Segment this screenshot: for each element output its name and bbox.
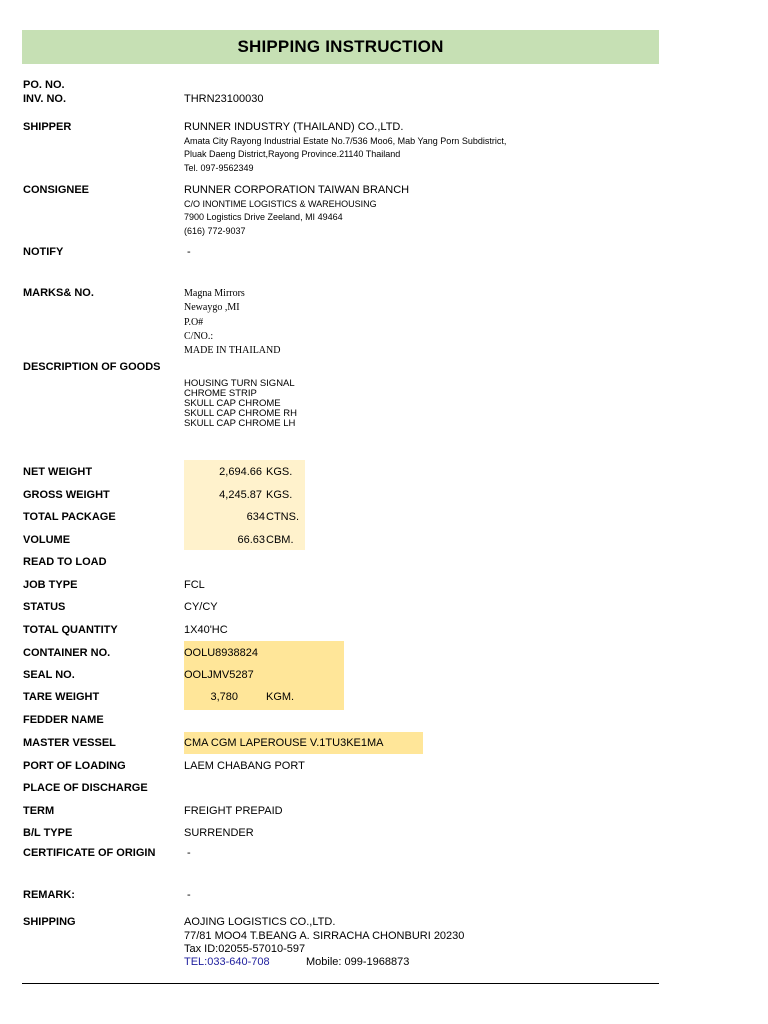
- gross-weight-unit: KGS.: [266, 489, 293, 501]
- goods-item: HOUSING TURN SIGNAL: [184, 378, 295, 389]
- notify-value: -: [187, 246, 191, 258]
- read-to-load-label: READ TO LOAD: [23, 556, 107, 568]
- bl-type-label: B/L TYPE: [23, 827, 73, 839]
- tare-weight-unit: KGM.: [266, 691, 295, 703]
- goods-item: SKULL CAP CHROME LH: [184, 418, 296, 429]
- inv-value: THRN23100030: [184, 93, 264, 105]
- goods-item: SKULL CAP CHROME: [184, 398, 281, 409]
- gross-weight-label: GROSS WEIGHT: [23, 489, 110, 501]
- shipping-mobile: Mobile: 099-1968873: [306, 956, 410, 968]
- inv-label: INV. NO.: [23, 93, 66, 105]
- consignee-label: CONSIGNEE: [23, 184, 90, 196]
- fedder-name-label: FEDDER NAME: [23, 714, 104, 726]
- marks-label: MARKS& NO.: [23, 287, 94, 299]
- certificate-value: -: [187, 847, 191, 859]
- total-package-value: 634: [246, 511, 265, 523]
- consignee-line-1: C/O INONTIME LOGISTICS & WAREHOUSING: [184, 199, 377, 209]
- status-label: STATUS: [23, 601, 66, 613]
- master-vessel-label: MASTER VESSEL: [23, 737, 116, 749]
- port-of-loading-value: LAEM CHABANG PORT: [184, 760, 305, 772]
- shipper-tel: Tel. 097-9562349: [184, 163, 254, 173]
- seal-no-value: OOLJMV5287: [184, 669, 254, 681]
- status-value: CY/CY: [184, 601, 218, 613]
- total-quantity-value: 1X40'HC: [184, 624, 228, 636]
- tare-weight-value: 3,780: [210, 691, 238, 703]
- job-type-value: FCL: [184, 579, 205, 591]
- term-label: TERM: [23, 805, 55, 817]
- net-weight-unit: KGS.: [266, 466, 293, 478]
- tare-weight-label: TARE WEIGHT: [23, 691, 100, 703]
- marks-line: C/NO.:: [184, 331, 214, 342]
- marks-line: MADE IN THAILAND: [184, 345, 281, 356]
- marks-line: Magna Mirrors: [184, 288, 245, 299]
- po-label: PO. NO.: [23, 79, 65, 91]
- bl-type-value: SURRENDER: [184, 827, 254, 839]
- goods-item: CHROME STRIP: [184, 388, 257, 399]
- term-value: FREIGHT PREPAID: [184, 805, 283, 817]
- volume-unit: CBM.: [266, 534, 294, 546]
- shipper-name: RUNNER INDUSTRY (THAILAND) CO.,LTD.: [184, 121, 404, 133]
- remark-label: REMARK:: [23, 889, 75, 901]
- shipper-label: SHIPPER: [23, 121, 72, 133]
- page-title: SHIPPING INSTRUCTION: [237, 37, 444, 56]
- certificate-label: CERTIFICATE OF ORIGIN: [23, 847, 156, 859]
- marks-line: P.O#: [184, 317, 204, 328]
- shipping-tel-link[interactable]: TEL:033-640-708: [184, 956, 270, 968]
- total-package-unit: CTNS.: [266, 511, 299, 523]
- container-no-label: CONTAINER NO.: [23, 647, 111, 659]
- title-bar: [22, 30, 659, 64]
- total-package-label: TOTAL PACKAGE: [23, 511, 116, 523]
- net-weight-label: NET WEIGHT: [23, 466, 93, 478]
- volume-value: 66.63: [237, 534, 265, 546]
- gross-weight-value: 4,245.87: [219, 489, 262, 501]
- consignee-line-3: (616) 772-9037: [184, 226, 246, 236]
- description-label: DESCRIPTION OF GOODS: [23, 361, 161, 373]
- place-of-discharge-label: PLACE OF DISCHARGE: [23, 782, 148, 794]
- bottom-divider: [22, 983, 659, 984]
- shipping-tax-id: Tax ID:02055-57010-597: [184, 943, 306, 955]
- shipping-address: 77/81 MOO4 T.BEANG A. SIRRACHA CHONBURI 20230: [184, 930, 465, 942]
- remark-value: -: [187, 889, 191, 901]
- port-of-loading-label: PORT OF LOADING: [23, 760, 126, 772]
- shipper-address-2: Pluak Daeng District,Rayong Province.21140 Thailand: [184, 149, 401, 159]
- marks-line: Newaygo ,MI: [184, 302, 240, 313]
- master-vessel-value: CMA CGM LAPEROUSE V.1TU3KE1MA: [184, 737, 384, 749]
- seal-no-label: SEAL NO.: [23, 669, 75, 681]
- goods-item: SKULL CAP CHROME RH: [184, 408, 297, 419]
- shipping-company: AOJING LOGISTICS CO.,LTD.: [184, 916, 336, 928]
- net-weight-value: 2,694.66: [219, 466, 262, 478]
- volume-label: VOLUME: [23, 534, 71, 546]
- consignee-line-2: 7900 Logistics Drive Zeeland, MI 49464: [184, 212, 343, 222]
- shipping-label: SHIPPING: [23, 916, 76, 928]
- shipper-address-1: Amata City Rayong Industrial Estate No.7/536 Moo6, Mab Yang Porn Subdistrict,: [184, 136, 507, 146]
- container-no-value: OOLU8938824: [184, 647, 258, 659]
- job-type-label: JOB TYPE: [23, 579, 78, 591]
- notify-label: NOTIFY: [23, 246, 64, 258]
- total-quantity-label: TOTAL QUANTITY: [23, 624, 118, 636]
- consignee-name: RUNNER CORPORATION TAIWAN BRANCH: [184, 184, 410, 196]
